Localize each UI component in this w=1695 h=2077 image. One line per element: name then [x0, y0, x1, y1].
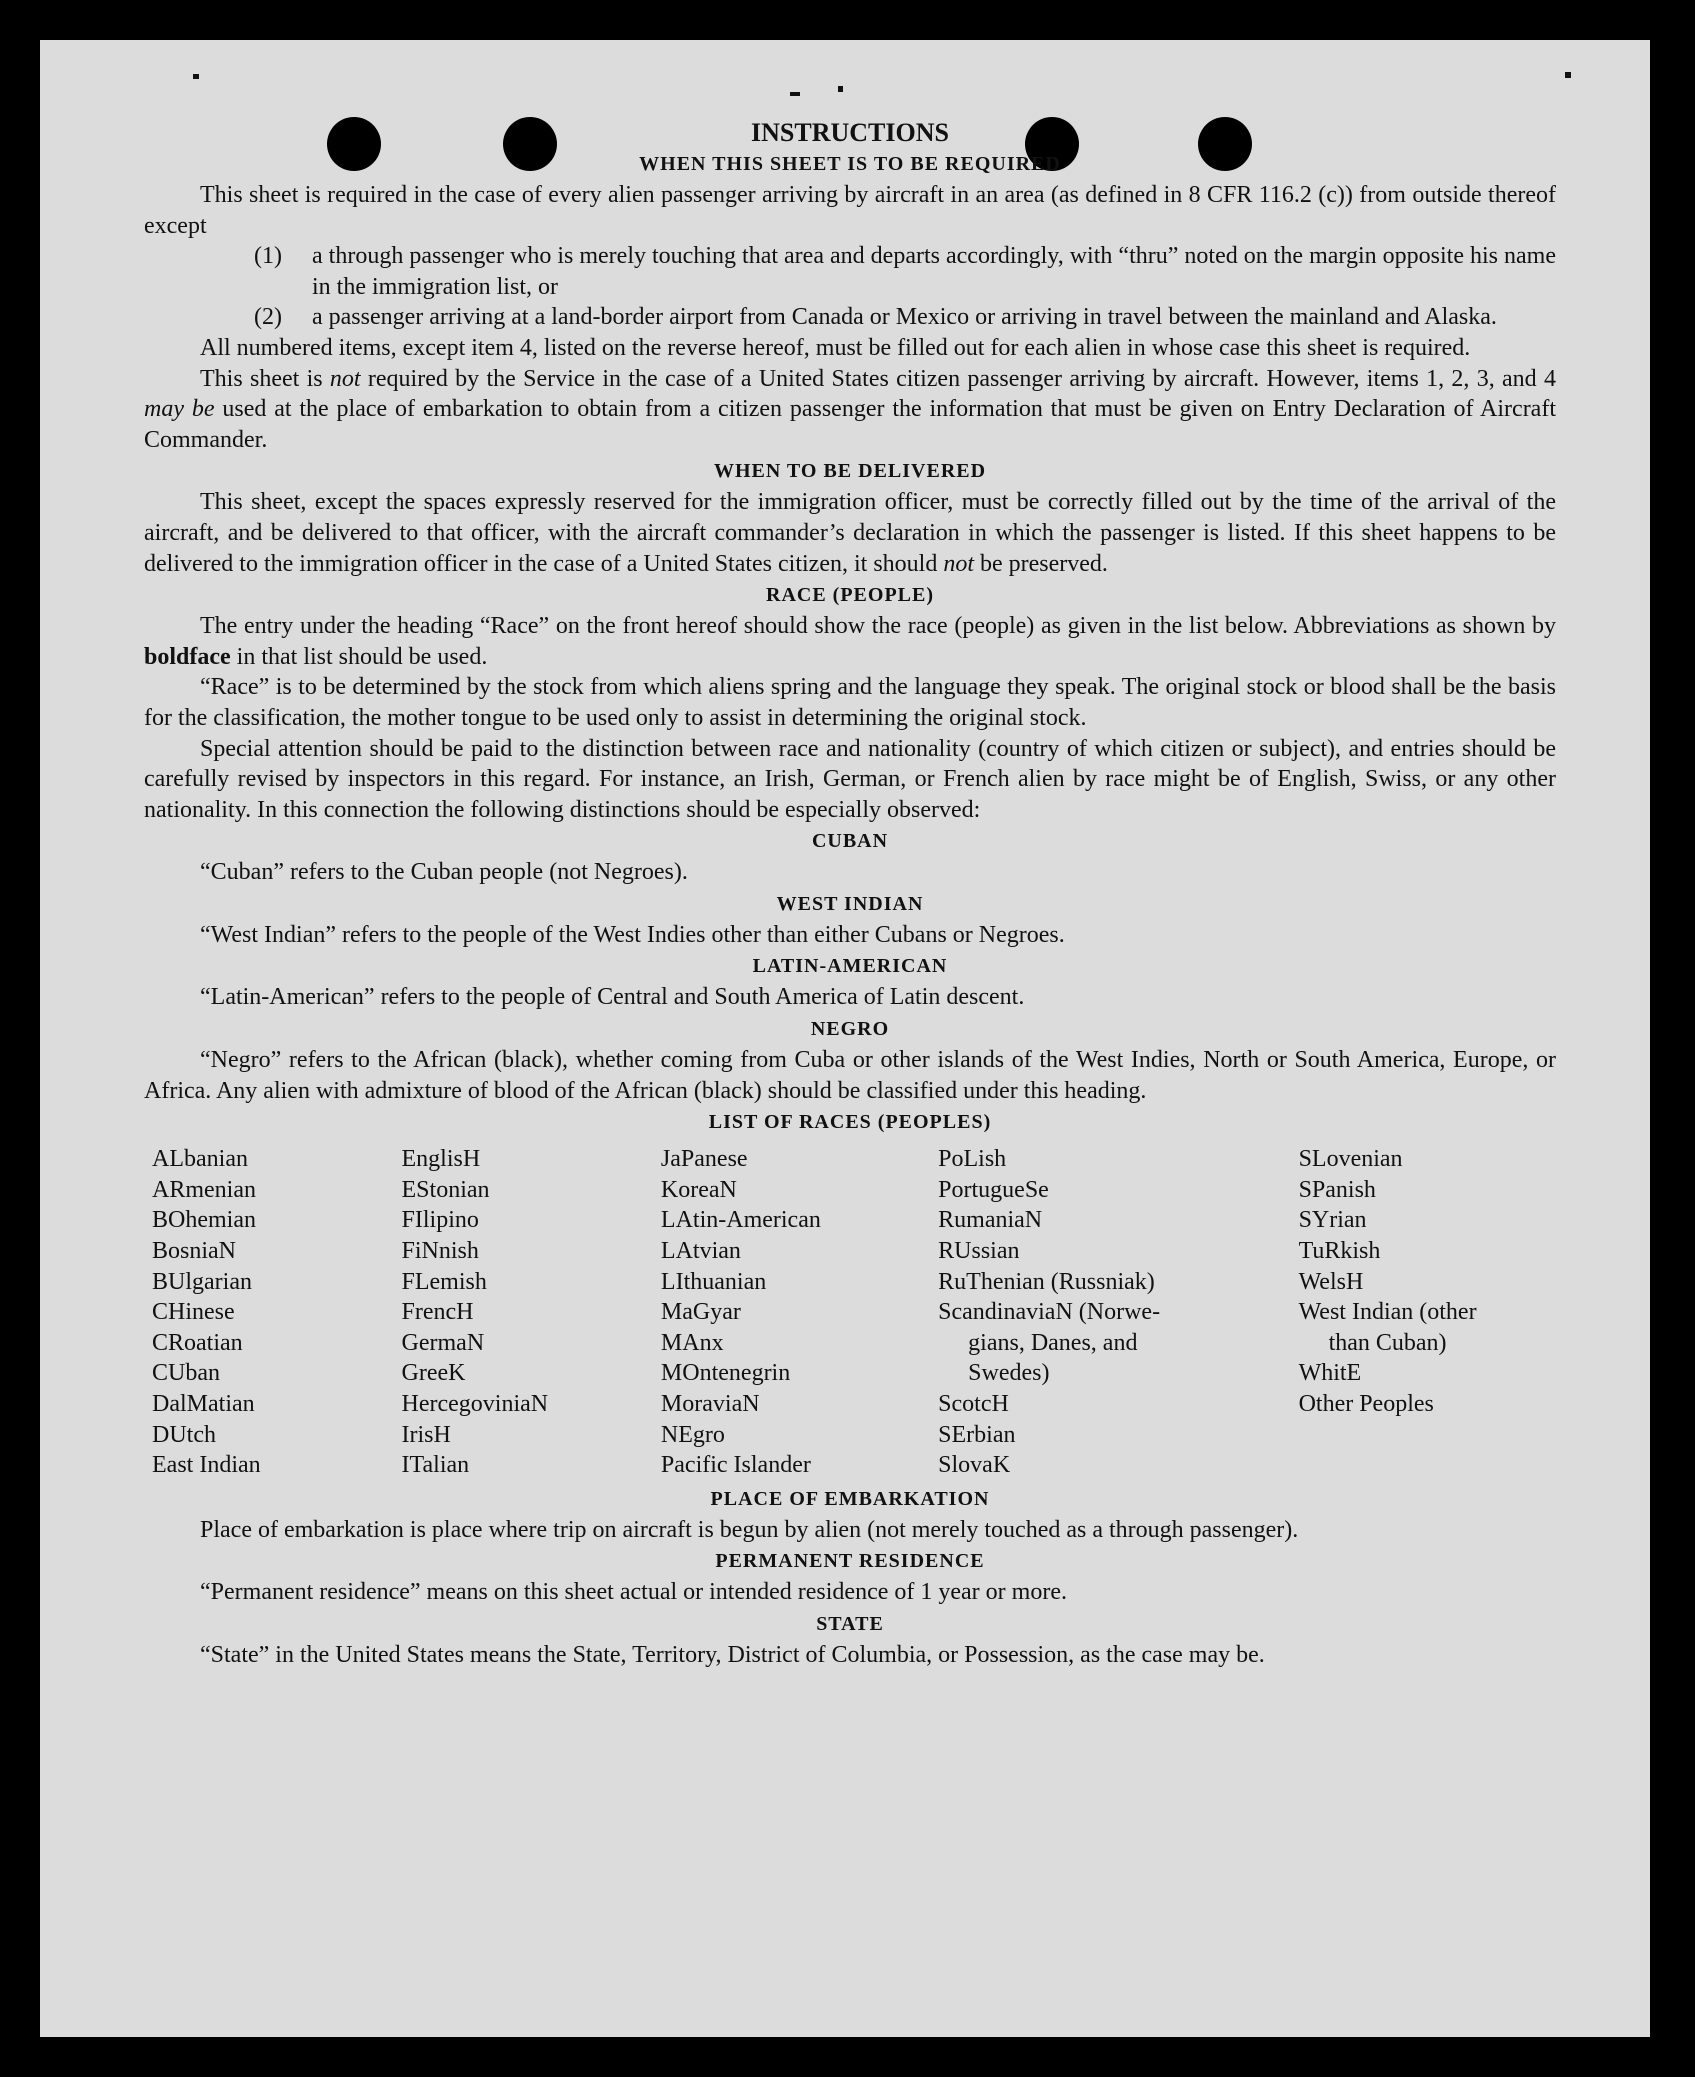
item-text: a passenger arriving at a land-border airport from Canada or Mexico or arriving in travel between the mainland and Alaska.: [312, 304, 1497, 331]
race-entry: WhitE: [1298, 1360, 1362, 1387]
race-entry: JaPanese: [660, 1146, 748, 1173]
section-heading: STATE: [816, 1612, 884, 1635]
race-column: [402, 1144, 661, 1481]
race-entry: FiNnish: [401, 1238, 479, 1265]
race-entry: Pacific Islander: [660, 1452, 811, 1479]
section-heading: RACE (PEOPLE): [766, 584, 934, 607]
race-entry: KoreaN: [660, 1176, 737, 1203]
race-entry: SPanish: [1298, 1176, 1376, 1203]
text-run: in that list should be used.: [230, 643, 488, 670]
paragraph: This sheet is required in the case of every alien passenger arriving by aircraft in an area (as defined in 8 CFR 116.2 (c)) from outside thereof except: [144, 182, 1556, 239]
race-entry: PortugueSe: [938, 1176, 1049, 1203]
race-column: [661, 1144, 938, 1481]
paragraph: [144, 611, 1556, 672]
race-entry: MoraviaN: [660, 1391, 760, 1417]
speck: [790, 92, 800, 96]
race-entry: WelsH: [1298, 1268, 1364, 1295]
paragraph: Place of embarkation is place where trip on aircraft is begun by alien (not merely touched as a through passenger).: [200, 1516, 1299, 1543]
race-entry: BUlgarian: [152, 1268, 252, 1295]
bold-text: boldface: [144, 643, 231, 670]
text-run: This sheet is: [200, 365, 330, 392]
race-entry-continued: gians, Danes, and: [968, 1329, 1138, 1356]
race-entry: DUtch: [152, 1421, 216, 1448]
race-entry: West Indian (other: [1298, 1299, 1477, 1326]
race-entry: CHinese: [152, 1299, 235, 1326]
race-column: [938, 1144, 1298, 1481]
race-entry: PoLish: [938, 1146, 1007, 1173]
race-entry: MOntenegrin: [660, 1360, 791, 1387]
race-entry: RUssian: [938, 1238, 1020, 1265]
race-entry: LAtvian: [660, 1238, 741, 1265]
race-entry: RuThenian (Russniak): [938, 1268, 1155, 1295]
section-heading: PERMANENT RESIDENCE: [715, 1550, 985, 1573]
emphasis: not: [329, 365, 361, 392]
race-entry: ScotcH: [938, 1391, 1009, 1417]
race-entry: MAnx: [660, 1329, 724, 1356]
emphasis: not: [943, 550, 974, 577]
race-entry: SLovenian: [1298, 1146, 1403, 1173]
race-entry: EStonian: [401, 1176, 490, 1203]
paragraph: Special attention should be paid to the distinction between race and nationality (country of which citizen or subject), and entries should be carefully revised by inspectors in this regard. For instance, an Irish, German, or French alien by race might be of English, Swiss, or any other nationality. In this connection the following distinctions should be especially observed:: [144, 735, 1556, 823]
emphasis: may be: [144, 396, 215, 423]
section-heading: LIST OF RACES (PEOPLES): [708, 1111, 992, 1134]
race-entry: SErbian: [938, 1421, 1016, 1448]
race-entry: NEgro: [660, 1421, 725, 1448]
race-entry: BOhemian: [152, 1207, 256, 1234]
race-entry: BosniaN: [152, 1238, 236, 1265]
paragraph: “Negro” refers to the African (black), whether coming from Cuba or other islands of the West Indies, North or South America, Europe, or Africa. Any alien with admixture of blood of the African (black) should be classified under this heading.: [144, 1047, 1556, 1104]
race-entry: HercegoviniaN: [401, 1391, 549, 1417]
page-title: INSTRUCTIONS: [751, 118, 949, 147]
race-entry: FIlipino: [401, 1207, 479, 1234]
list-item: [144, 302, 1556, 333]
race-entry: IrisH: [401, 1421, 451, 1448]
list-item: [144, 241, 1556, 302]
paragraph: “Race” is to be determined by the stock from which aliens spring and the language they speak. The original stock or blood shall be the basis for the classification, the mother tongue to be used only to assist in determining the original stock.: [144, 674, 1556, 731]
race-entry: TuRkish: [1298, 1238, 1381, 1265]
race-entry: CUban: [152, 1360, 220, 1387]
speck: [838, 86, 843, 92]
race-entry: East Indian: [152, 1452, 261, 1479]
text-run: required by the Service in the case of a United States citizen passenger arriving by aircraft. However, items 1, 2, 3, and 4: [360, 365, 1556, 392]
race-column: [152, 1144, 402, 1481]
race-entry: ALbanian: [152, 1146, 248, 1173]
section-heading: NEGRO: [810, 1018, 890, 1041]
paragraph: “Latin-American” refers to the people of Central and South America of Latin descent.: [200, 984, 1025, 1011]
item-number: (1): [254, 243, 282, 270]
item-text: a through passenger who is merely touching that area and departs accordingly, with “thru” noted on the margin opposite his name in the immigration list, or: [312, 243, 1556, 300]
race-entry: LAtin-American: [660, 1207, 821, 1234]
paragraph: “Cuban” refers to the Cuban people (not Negroes).: [200, 859, 688, 886]
race-entry: EnglisH: [401, 1146, 481, 1173]
race-column: [1299, 1144, 1556, 1481]
race-entry: LIthuanian: [660, 1268, 767, 1295]
race-entry: ScandinaviaN (Norwe-: [938, 1299, 1161, 1326]
speck: [1565, 72, 1571, 78]
race-entry: Other Peoples: [1298, 1391, 1434, 1417]
text-run: This sheet, except the spaces expressly reserved for the immigration officer, must be correctly filled out by the time of the arrival of the aircraft, and be delivered to that officer, with the aircraft commander’s declaration in which the passenger is listed. If this sheet happens to be delivered to the immigration officer in the case of a United States citizen, it should: [144, 489, 1556, 577]
section-heading: PLACE OF EMBARKATION: [710, 1487, 990, 1510]
section-heading: WHEN TO BE DELIVERED: [713, 460, 987, 483]
paragraph: “Permanent residence” means on this sheet actual or intended residence of 1 year or more.: [200, 1579, 1067, 1606]
paragraph: All numbered items, except item 4, listed on the reverse hereof, must be filled out for each alien in whose case this sheet is required.: [200, 334, 1471, 361]
race-entry: CRoatian: [152, 1329, 243, 1356]
text-run: used at the place of embarkation to obtain from a citizen passenger the information that must be given on Entry Declaration of Aircraft Commander.: [144, 396, 1556, 453]
race-entry: DalMatian: [152, 1391, 255, 1417]
section-heading: LATIN-AMERICAN: [752, 955, 948, 978]
race-entry-continued: than Cuban): [1328, 1329, 1447, 1356]
paragraph: “West Indian” refers to the people of the West Indies other than either Cubans or Negroes.: [200, 921, 1065, 948]
item-number: (2): [254, 304, 282, 331]
race-entry: SlovaK: [938, 1452, 1011, 1479]
race-entry: FrencH: [401, 1299, 474, 1326]
race-entry: FLemish: [401, 1268, 487, 1295]
race-entry: ARmenian: [152, 1176, 256, 1203]
text-run: The entry under the heading “Race” on the front hereof should show the race (people) as given in the list below. Abbreviations as shown by: [200, 613, 1556, 640]
race-entry: GermaN: [401, 1329, 485, 1356]
race-entry-continued: Swedes): [968, 1360, 1050, 1387]
paragraph: [144, 487, 1556, 579]
paragraph: [144, 364, 1556, 456]
race-entry: GreeK: [401, 1360, 466, 1387]
race-list: [152, 1144, 1556, 1481]
race-entry: ITalian: [401, 1452, 470, 1479]
speck: [193, 74, 199, 79]
section-heading: WHEN THIS SHEET IS TO BE REQUIRED: [639, 153, 1061, 175]
text-run: be preserved.: [974, 550, 1108, 577]
paragraph: “State” in the United States means the State, Territory, District of Columbia, or Possession, as the case may be.: [200, 1641, 1265, 1668]
section-heading: CUBAN: [811, 830, 889, 853]
race-entry: MaGyar: [660, 1299, 741, 1326]
race-entry: RumaniaN: [938, 1207, 1043, 1234]
race-entry: SYrian: [1298, 1207, 1367, 1234]
section-heading: WEST INDIAN: [776, 892, 924, 915]
instructions-content: [144, 118, 1556, 1671]
